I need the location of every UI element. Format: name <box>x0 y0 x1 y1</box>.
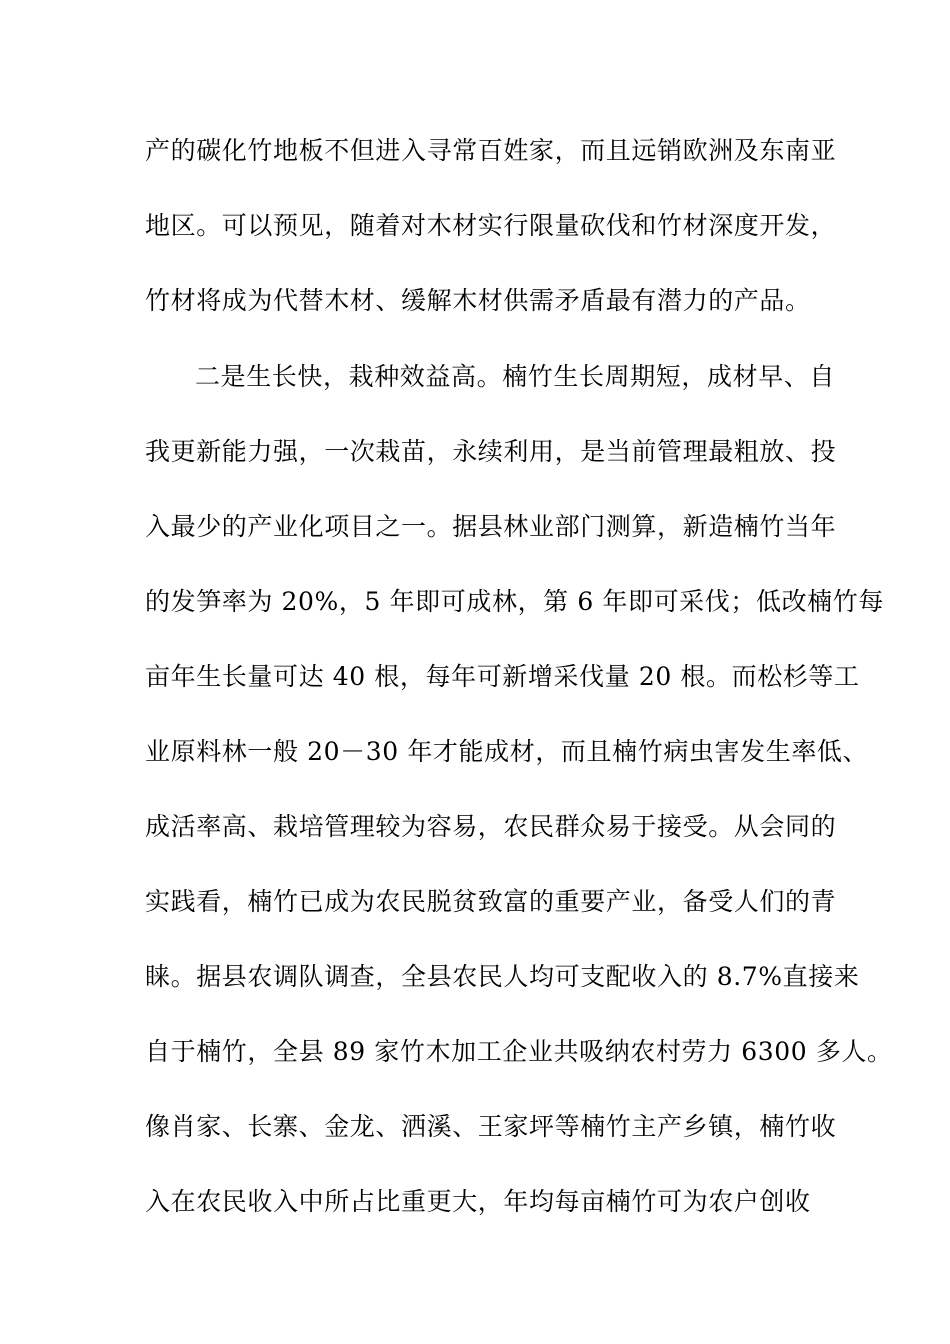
paragraph-line: 产的碳化竹地板不但进入寻常百姓家，而且远销欧洲及东南亚 <box>145 136 837 165</box>
paragraph-line: 二是生长快，栽种效益高。楠竹生长周期短，成材早、自 <box>195 362 836 391</box>
paragraph-line: 成活率高、栽培管理较为容易，农民群众易于接受。从会同的 <box>145 812 837 841</box>
paragraph-line: 地区。可以预见，随着对木材实行限量砍伐和竹材深度开发， <box>145 211 837 240</box>
paragraph-line: 自于楠竹，全县 89 家竹木加工企业共吸纳农村劳力 6300 多人。 <box>145 1037 893 1066</box>
paragraph-line: 我更新能力强，一次栽苗，永续利用，是当前管理最粗放、投 <box>145 437 837 466</box>
paragraph-line: 入最少的产业化项目之一。据县林业部门测算，新造楠竹当年 <box>145 512 837 541</box>
paragraph-line: 的发笋率为 20%，5 年即可成林，第 6 年即可采伐；低改楠竹每 <box>145 587 884 616</box>
paragraph-line: 像肖家、长寨、金龙、洒溪、王家坪等楠竹主产乡镇，楠竹收 <box>145 1112 837 1141</box>
paragraph-line: 睐。据县农调队调查，全县农民人均可支配收入的 8.7%直接来 <box>145 962 860 991</box>
paragraph-line: 亩年生长量可达 40 根，每年可新增采伐量 20 根。而松杉等工 <box>145 662 860 691</box>
paragraph-line: 实践看，楠竹已成为农民脱贫致富的重要产业，备受人们的青 <box>145 887 837 916</box>
paragraph-line: 竹材将成为代替木材、缓解木材供需矛盾最有潜力的产品。 <box>145 286 811 315</box>
paragraph-line: 入在农民收入中所占比重更大，年均每亩楠竹可为农户创收 <box>145 1187 811 1216</box>
paragraph-line: 业原料林一般 20－30 年才能成材，而且楠竹病虫害发生率低、 <box>145 737 869 766</box>
